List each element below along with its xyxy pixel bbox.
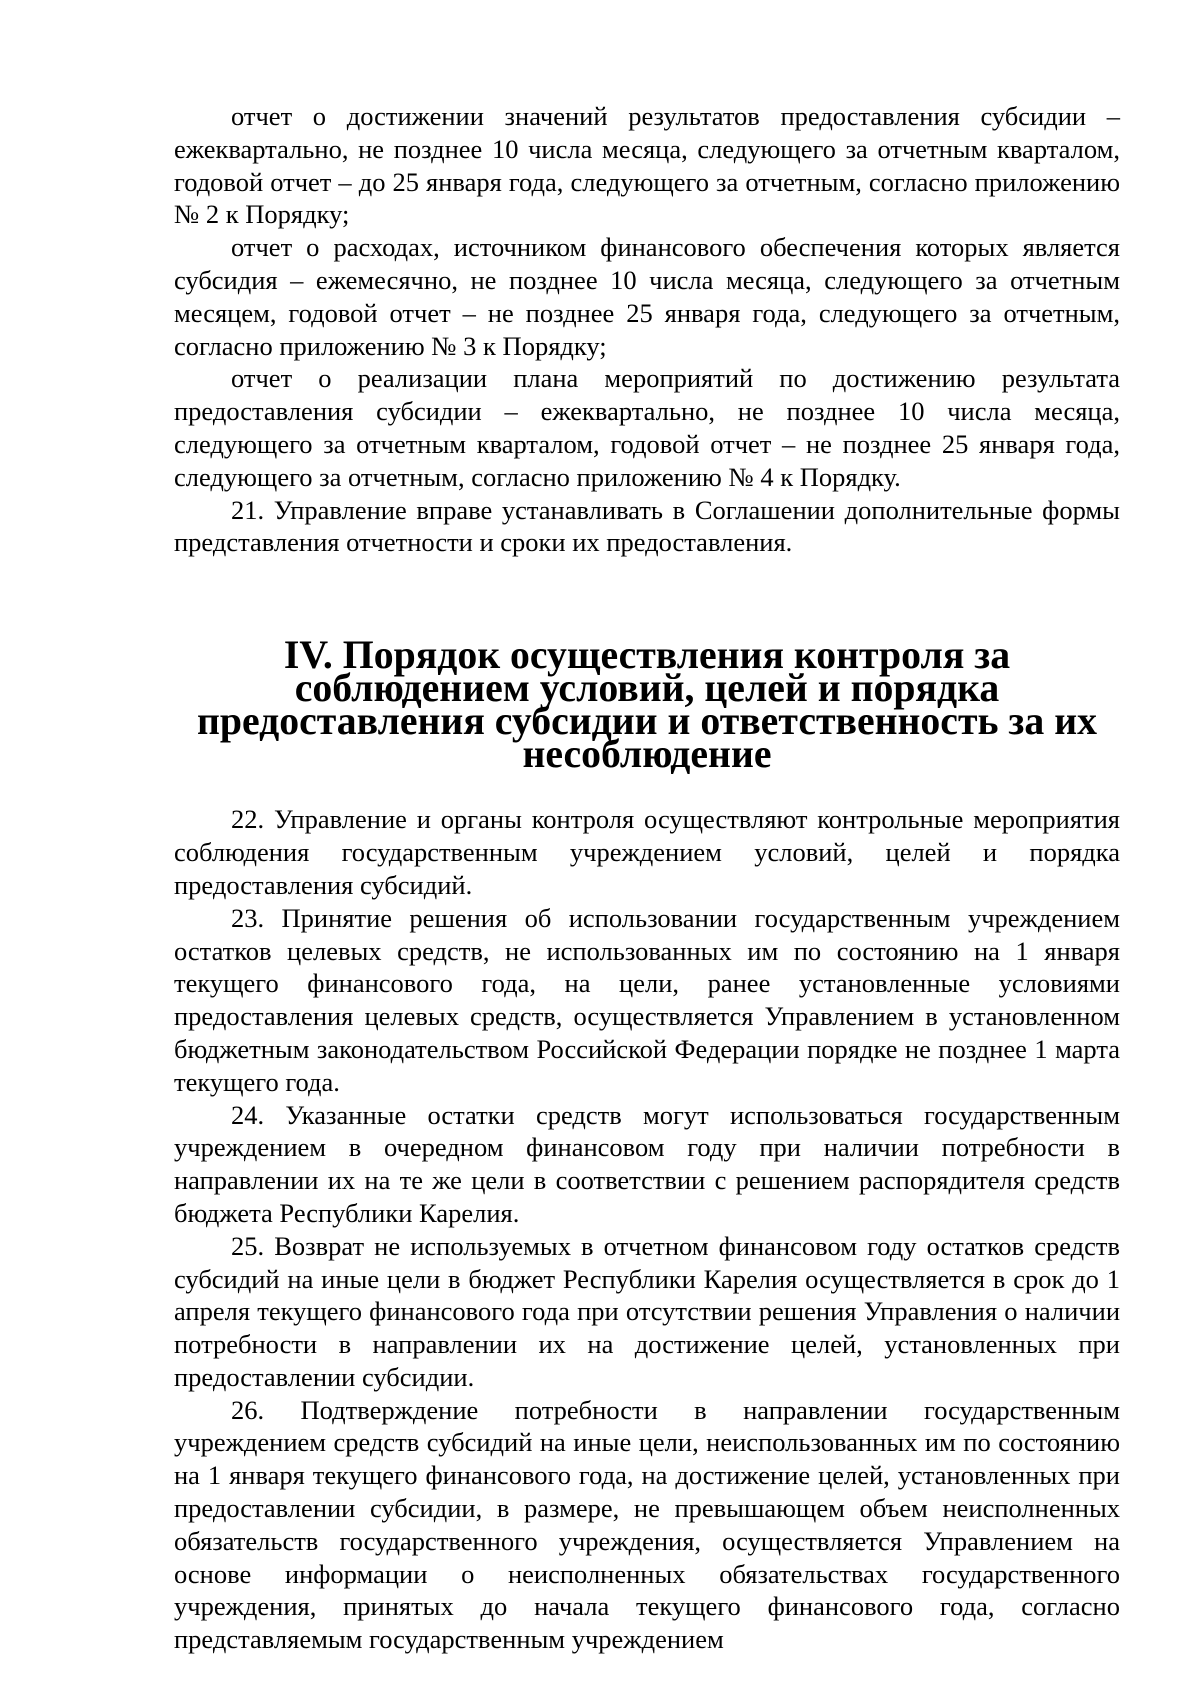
paragraph-22: 22. Управление и органы контроля осуществляют контрольные мероприятия соблюдения государственным учреждением условий, целей и порядка предоставления субсидий.	[174, 804, 1120, 900]
paragraph-report-plan: отчет о реализации плана мероприятий по достижению результата предоставления субсидии – ежеквартально, не позднее 10 числа месяца, следующего за отчетным кварталом, годовой отчет – не позднее 25 января года, следующего за отчетным, согласно приложению № 4 к Порядку.	[174, 363, 1120, 492]
paragraph-report-results: отчет о достижении значений результатов предоставления субсидии – ежеквартально, не позднее 10 числа месяца, следующего за отчетным кварталом, годовой отчет – до 25 января года, следующего за отчетным, согласно приложению № 2 к Порядку;	[174, 101, 1120, 230]
paragraph-23: 23. Принятие решения об использовании государственным учреждением остатков целевых средств, не использованных им по состоянию на 1 января текущего финансового года, на цели, ранее установленные условиями предоставления целевых средств, осуществляется Управлением в установленном бюджетным законодательством Российской Федерации порядке не позднее 1 марта текущего года.	[174, 902, 1120, 1097]
section-heading-iv: IV. Порядок осуществления контроля за соблюдением условий, целей и порядка предоставления субсидии и ответственность за их несоблюдение	[196, 633, 1097, 776]
spacer	[174, 559, 1120, 639]
paragraph-report-expenses: отчет о расходах, источником финансового обеспечения которых является субсидия – ежемесячно, не позднее 10 числа месяца, следующего за отчетным месяцем, годовой отчет – не позднее 25 января года, следующего за отчетным, согласно приложению № 3 к Порядку;	[174, 232, 1120, 361]
paragraph-26: 26. Подтверждение потребности в направлении государственным учреждением средств субсидий на иные цели, неиспользованных им по состоянию на 1 января текущего финансового года, на достижение целей, установленных при предоставлении субсидии, в размере, не превышающем объем неисполненных обязательств государственного учреждения, осуществляется Управлением на основе информации о неисполненных обязательствах государственного учреждения, принятых до начала текущего финансового года, согласно представляемым государственным учреждением	[174, 1394, 1120, 1655]
paragraph-24: 24. Указанные остатки средств могут использоваться государственным учреждением в очередном финансовом году при наличии потребности в направлении их на те же цели в соответствии с решением распорядителя средств бюджета Республики Карелия.	[174, 1099, 1120, 1228]
document-page	[174, 100, 1120, 1656]
paragraph-21: 21. Управление вправе устанавливать в Соглашении дополнительные формы представления отчетности и сроки их предоставления.	[174, 494, 1120, 558]
paragraph-25: 25. Возврат не используемых в отчетном финансовом году остатков средств субсидий на иные цели в бюджет Республики Карелия осуществляется в срок до 1 апреля текущего финансового года при отсутствии решения Управления о наличии потребности в направлении их на достижение целей, установленных при предоставлении субсидии.	[174, 1230, 1120, 1392]
